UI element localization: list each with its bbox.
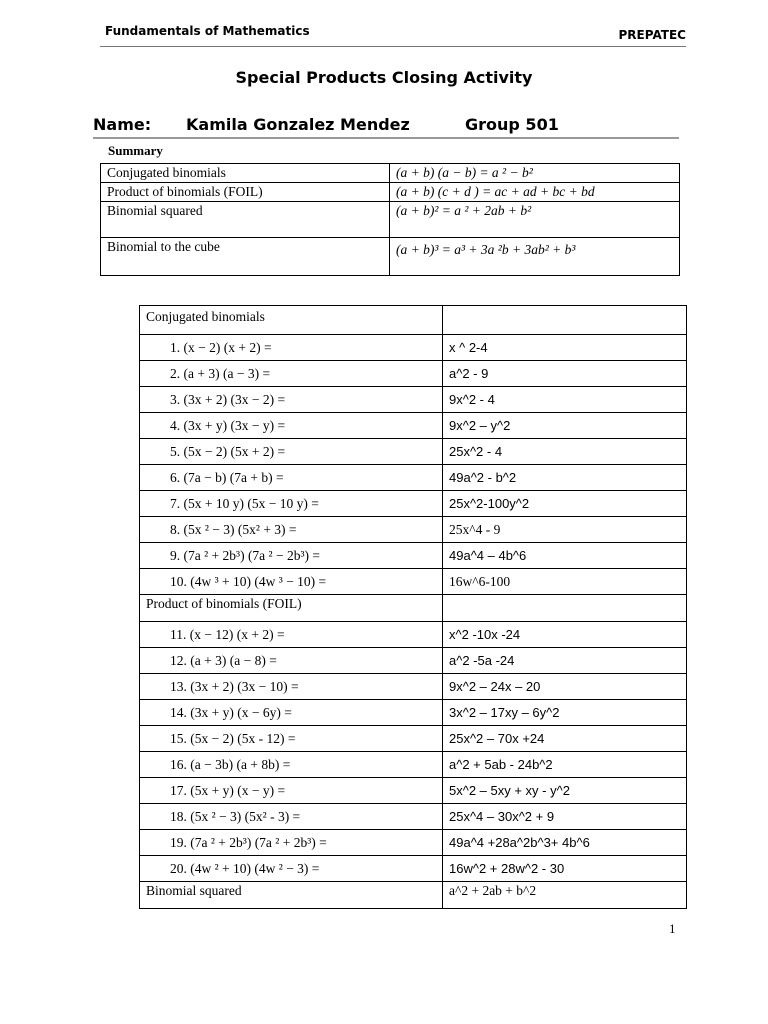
problem-answer: 49a^4 +28a^2b^3+ 4b^6 bbox=[443, 830, 687, 856]
problem-answer: x^2 -10x -24 bbox=[443, 622, 687, 648]
problem-expression: 15. (5x − 2) (5x - 12) = bbox=[140, 726, 443, 752]
problem-expression: 20. (4w ² + 10) (4w ² − 3) = bbox=[140, 856, 443, 882]
problem-answer: 25x^4 – 30x^2 + 9 bbox=[443, 804, 687, 830]
problem-expression: 8. (5x ² − 3) (5x² + 3) = bbox=[140, 517, 443, 543]
problem-answer: a^2 - 9 bbox=[443, 361, 687, 387]
summary-row bbox=[101, 183, 680, 202]
problem-answer: 16w^6-100 bbox=[443, 569, 687, 595]
problem-answer: 9x^2 - 4 bbox=[443, 387, 687, 413]
header-course-title: Fundamentals of Mathematics bbox=[105, 24, 310, 38]
problem-row bbox=[140, 335, 687, 361]
summary-formula: (a + b)² = a ² + 2ab + b² bbox=[390, 202, 680, 238]
summary-title: Summary bbox=[108, 143, 163, 158]
problem-expression: 1. (x − 2) (x + 2) = bbox=[140, 335, 443, 361]
summary-row bbox=[101, 202, 680, 238]
problem-answer: a^2 + 5ab - 24b^2 bbox=[443, 752, 687, 778]
name-label: Name: bbox=[93, 115, 152, 134]
problem-row bbox=[140, 569, 687, 595]
problem-expression: 12. (a + 3) (a − 8) = bbox=[140, 648, 443, 674]
problem-answer: 49a^2 - b^2 bbox=[443, 465, 687, 491]
problem-row bbox=[140, 648, 687, 674]
problem-row bbox=[140, 856, 687, 882]
section-row bbox=[140, 306, 687, 335]
problem-expression: 2. (a + 3) (a − 3) = bbox=[140, 361, 443, 387]
summary-row bbox=[101, 164, 680, 183]
student-group: Group 501 bbox=[465, 115, 559, 134]
section-row bbox=[140, 595, 687, 622]
section-label: Conjugated binomials bbox=[140, 306, 443, 335]
problem-expression: 14. (3x + y) (x − 6y) = bbox=[140, 700, 443, 726]
section-label: Product of binomials (FOIL) bbox=[140, 595, 443, 622]
problem-expression: 4. (3x + y) (3x − y) = bbox=[140, 413, 443, 439]
section-answer bbox=[443, 306, 687, 335]
problem-row bbox=[140, 752, 687, 778]
problem-answer: 9x^2 – y^2 bbox=[443, 413, 687, 439]
problem-expression: 6. (7a − b) (7a + b) = bbox=[140, 465, 443, 491]
summary-product-name: Binomial squared bbox=[101, 202, 390, 238]
problem-row bbox=[140, 439, 687, 465]
summary-product-name: Product of binomials (FOIL) bbox=[101, 183, 390, 202]
problem-expression: 5. (5x − 2) (5x + 2) = bbox=[140, 439, 443, 465]
problem-row bbox=[140, 465, 687, 491]
problem-row bbox=[140, 778, 687, 804]
problem-answer: 16w^2 + 28w^2 - 30 bbox=[443, 856, 687, 882]
problem-row bbox=[140, 674, 687, 700]
problem-answer: 5x^2 – 5xy + xy - y^2 bbox=[443, 778, 687, 804]
exercise-table bbox=[139, 305, 687, 909]
summary-product-name: Conjugated binomials bbox=[101, 164, 390, 183]
problem-answer: 3x^2 – 17xy – 6y^2 bbox=[443, 700, 687, 726]
problem-answer: a^2 -5a -24 bbox=[443, 648, 687, 674]
section-label: Binomial squared bbox=[140, 882, 443, 909]
summary-product-name: Binomial to the cube bbox=[101, 238, 390, 276]
problem-answer: 25x^2-100y^2 bbox=[443, 491, 687, 517]
problem-expression: 19. (7a ² + 2b³) (7a ² + 2b³) = bbox=[140, 830, 443, 856]
problem-row bbox=[140, 622, 687, 648]
problem-answer: x ^ 2-4 bbox=[443, 335, 687, 361]
problem-expression: 10. (4w ³ + 10) (4w ³ − 10) = bbox=[140, 569, 443, 595]
name-divider bbox=[93, 137, 679, 139]
problem-row bbox=[140, 830, 687, 856]
section-answer bbox=[443, 595, 687, 622]
problem-row bbox=[140, 726, 687, 752]
problem-row bbox=[140, 543, 687, 569]
problem-answer: 25x^4 - 9 bbox=[443, 517, 687, 543]
header-institution: PREPATEC bbox=[618, 28, 686, 42]
problem-expression: 16. (a − 3b) (a + 8b) = bbox=[140, 752, 443, 778]
summary-formula: (a + b) (c + d ) = ac + ad + bc + bd bbox=[390, 183, 680, 202]
summary-table bbox=[100, 163, 680, 276]
page-title: Special Products Closing Activity bbox=[235, 68, 533, 87]
problem-answer: 25x^2 - 4 bbox=[443, 439, 687, 465]
summary-formula: (a + b)³ = a³ + 3a ²b + 3ab² + b³ bbox=[390, 238, 680, 276]
problem-expression: 17. (5x + y) (x − y) = bbox=[140, 778, 443, 804]
problem-answer: 9x^2 – 24x – 20 bbox=[443, 674, 687, 700]
problem-answer: 49a^4 – 4b^6 bbox=[443, 543, 687, 569]
header-divider bbox=[100, 46, 686, 47]
problem-row bbox=[140, 413, 687, 439]
student-name: Kamila Gonzalez Mendez bbox=[186, 115, 410, 134]
problem-row bbox=[140, 387, 687, 413]
problem-row bbox=[140, 700, 687, 726]
problem-row bbox=[140, 361, 687, 387]
section-row bbox=[140, 882, 687, 909]
problem-expression: 18. (5x ² − 3) (5x² - 3) = bbox=[140, 804, 443, 830]
summary-formula: (a + b) (a − b) = a ² − b² bbox=[390, 164, 680, 183]
problem-answer: 25x^2 – 70x +24 bbox=[443, 726, 687, 752]
problem-expression: 7. (5x + 10 y) (5x − 10 y) = bbox=[140, 491, 443, 517]
summary-row bbox=[101, 238, 680, 276]
problem-expression: 11. (x − 12) (x + 2) = bbox=[140, 622, 443, 648]
problem-row bbox=[140, 517, 687, 543]
problem-expression: 3. (3x + 2) (3x − 2) = bbox=[140, 387, 443, 413]
problem-row bbox=[140, 804, 687, 830]
section-answer: a^2 + 2ab + b^2 bbox=[443, 882, 687, 909]
problem-expression: 9. (7a ² + 2b³) (7a ² − 2b³) = bbox=[140, 543, 443, 569]
problem-expression: 13. (3x + 2) (3x − 10) = bbox=[140, 674, 443, 700]
problem-row bbox=[140, 491, 687, 517]
page-number: 1 bbox=[669, 921, 676, 936]
